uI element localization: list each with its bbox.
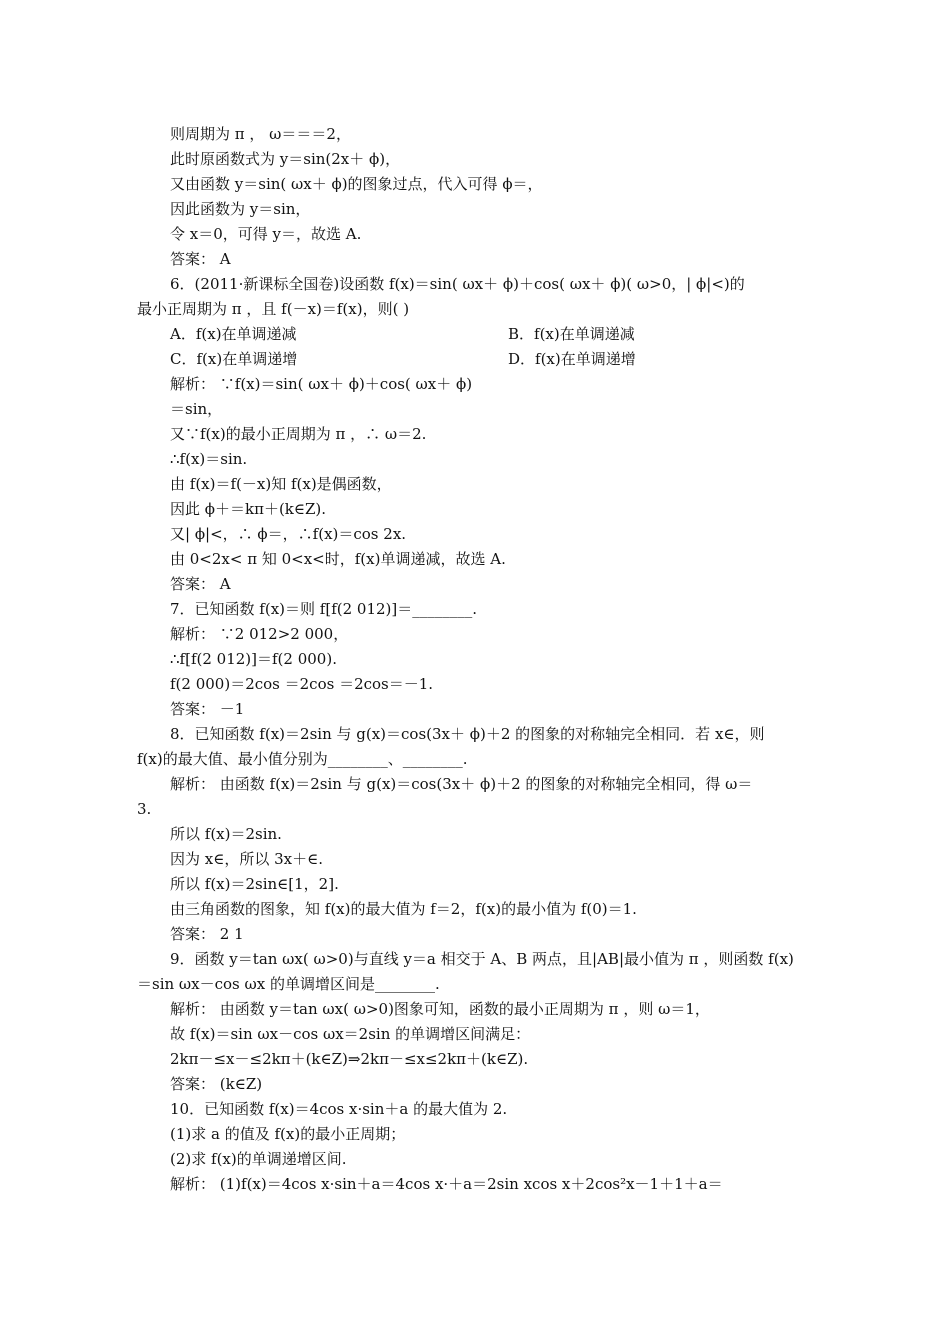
text-line: 所以 f(x)＝2sin. bbox=[170, 825, 282, 843]
text-line: f(x)的最大值、最小值分别为________、________. bbox=[137, 750, 468, 768]
text-line: ∴f[f(2 012)]＝f(2 000). bbox=[170, 650, 337, 668]
text-line: 由三角函数的图象，知 f(x)的最大值为 f＝2，f(x)的最小值为 f(0)＝1. bbox=[170, 900, 637, 918]
text-line: 则周期为 π ， ω＝＝＝2， bbox=[170, 125, 351, 143]
answer-line: 答案： (k∈Z) bbox=[170, 1075, 263, 1093]
solution-line: 解析： ∵f(x)＝sin( ωx＋ ϕ)＋cos( ωx＋ ϕ) bbox=[170, 375, 473, 393]
question-7: 7．已知函数 f(x)＝则 f[f(2 012)]＝________. bbox=[170, 600, 478, 618]
option-c: C．f(x)在单调递增 bbox=[170, 350, 298, 368]
answer-line: 答案： A bbox=[170, 575, 231, 593]
text-line: 最小正周期为 π ，且 f(－x)＝f(x)，则( ) bbox=[137, 300, 410, 318]
answer-line: 答案： －1 bbox=[170, 700, 245, 718]
text-line: 令 x＝0，可得 y＝，故选 A. bbox=[170, 225, 362, 243]
question-10: 10．已知函数 f(x)＝4cos x·sin＋a 的最大值为 2. bbox=[170, 1100, 508, 1118]
text-line: f(2 000)＝2cos ＝2cos ＝2cos＝－1. bbox=[170, 675, 434, 693]
text-line: 所以 f(x)＝2sin∈[1，2]. bbox=[170, 875, 339, 893]
question-8: 8．已知函数 f(x)＝2sin 与 g(x)＝cos(3x＋ ϕ)＋2 的图象的对称轴完全相同．若 x∈，则 bbox=[170, 725, 765, 743]
option-a: A．f(x)在单调递减 bbox=[170, 325, 297, 343]
text-line: ＝sin， bbox=[170, 400, 223, 418]
text-line: 又由函数 y＝sin( ωx＋ ϕ)的图象过点，代入可得 ϕ＝， bbox=[170, 175, 543, 193]
question-6: 6．(2011·新课标全国卷)设函数 f(x)＝sin( ωx＋ ϕ)＋cos( ωx＋ ϕ)( ω>0，| ϕ|<)的 bbox=[170, 275, 745, 293]
text-line: ＝sin ωx－cos ωx 的单调增区间是________. bbox=[137, 975, 440, 993]
solution-line: 解析： (1)f(x)＝4cos x·sin＋a＝4cos x·＋a＝2sin xcos x＋2cos²x－1＋1＋a＝ bbox=[170, 1175, 723, 1193]
text-line: 因此函数为 y＝sin， bbox=[170, 200, 311, 218]
text-line: 又∵f(x)的最小正周期为 π ，∴ ω＝2. bbox=[170, 425, 427, 443]
solution-line: 解析： ∵2 012>2 000， bbox=[170, 625, 349, 643]
text-line: 由 f(x)＝f(－x)知 f(x)是偶函数， bbox=[170, 475, 392, 493]
option-b: B．f(x)在单调递减 bbox=[508, 325, 635, 343]
text-line: (2)求 f(x)的单调递增区间. bbox=[170, 1150, 347, 1168]
solution-line: 解析： 由函数 f(x)＝2sin 与 g(x)＝cos(3x＋ ϕ)＋2 的图象的对称轴完全相同，得 ω＝ bbox=[170, 775, 753, 793]
options-row bbox=[0, 322, 950, 347]
text-line: 因此 ϕ＋＝kπ＋(k∈Z). bbox=[170, 500, 327, 518]
solution-line: 解析： 由函数 y＝tan ωx( ω>0)图象可知，函数的最小正周期为 π ，则 ω＝1， bbox=[170, 1000, 710, 1018]
text-line: 3. bbox=[137, 800, 152, 818]
text-line: 此时原函数式为 y＝sin(2x＋ ϕ)， bbox=[170, 150, 401, 168]
text-line: (1)求 a 的值及 f(x)的最小正周期； bbox=[170, 1125, 406, 1143]
text-line: 故 f(x)＝sin ωx－cos ωx＝2sin 的单调增区间满足： bbox=[170, 1025, 531, 1043]
text-line: 由 0<2x< π 知 0<x<时，f(x)单调递减，故选 A. bbox=[170, 550, 506, 568]
option-d: D．f(x)在单调递增 bbox=[508, 350, 636, 368]
answer-line: 答案： A bbox=[170, 250, 231, 268]
text-line: 2kπ－≤x－≤2kπ＋(k∈Z)⇒2kπ－≤x≤2kπ＋(k∈Z). bbox=[170, 1050, 529, 1068]
text-line: 又| ϕ|<，∴ ϕ＝，∴f(x)＝cos 2x. bbox=[170, 525, 407, 543]
text-line: ∴f(x)＝sin. bbox=[170, 450, 248, 468]
question-9: 9．函数 y＝tan ωx( ω>0)与直线 y＝a 相交于 A、B 两点，且|AB|最小值为 π ，则函数 f(x) bbox=[170, 950, 794, 968]
options-row bbox=[0, 347, 950, 372]
text-line: 因为 x∈，所以 3x＋∈. bbox=[170, 850, 323, 868]
answer-line: 答案： 2 1 bbox=[170, 925, 244, 943]
